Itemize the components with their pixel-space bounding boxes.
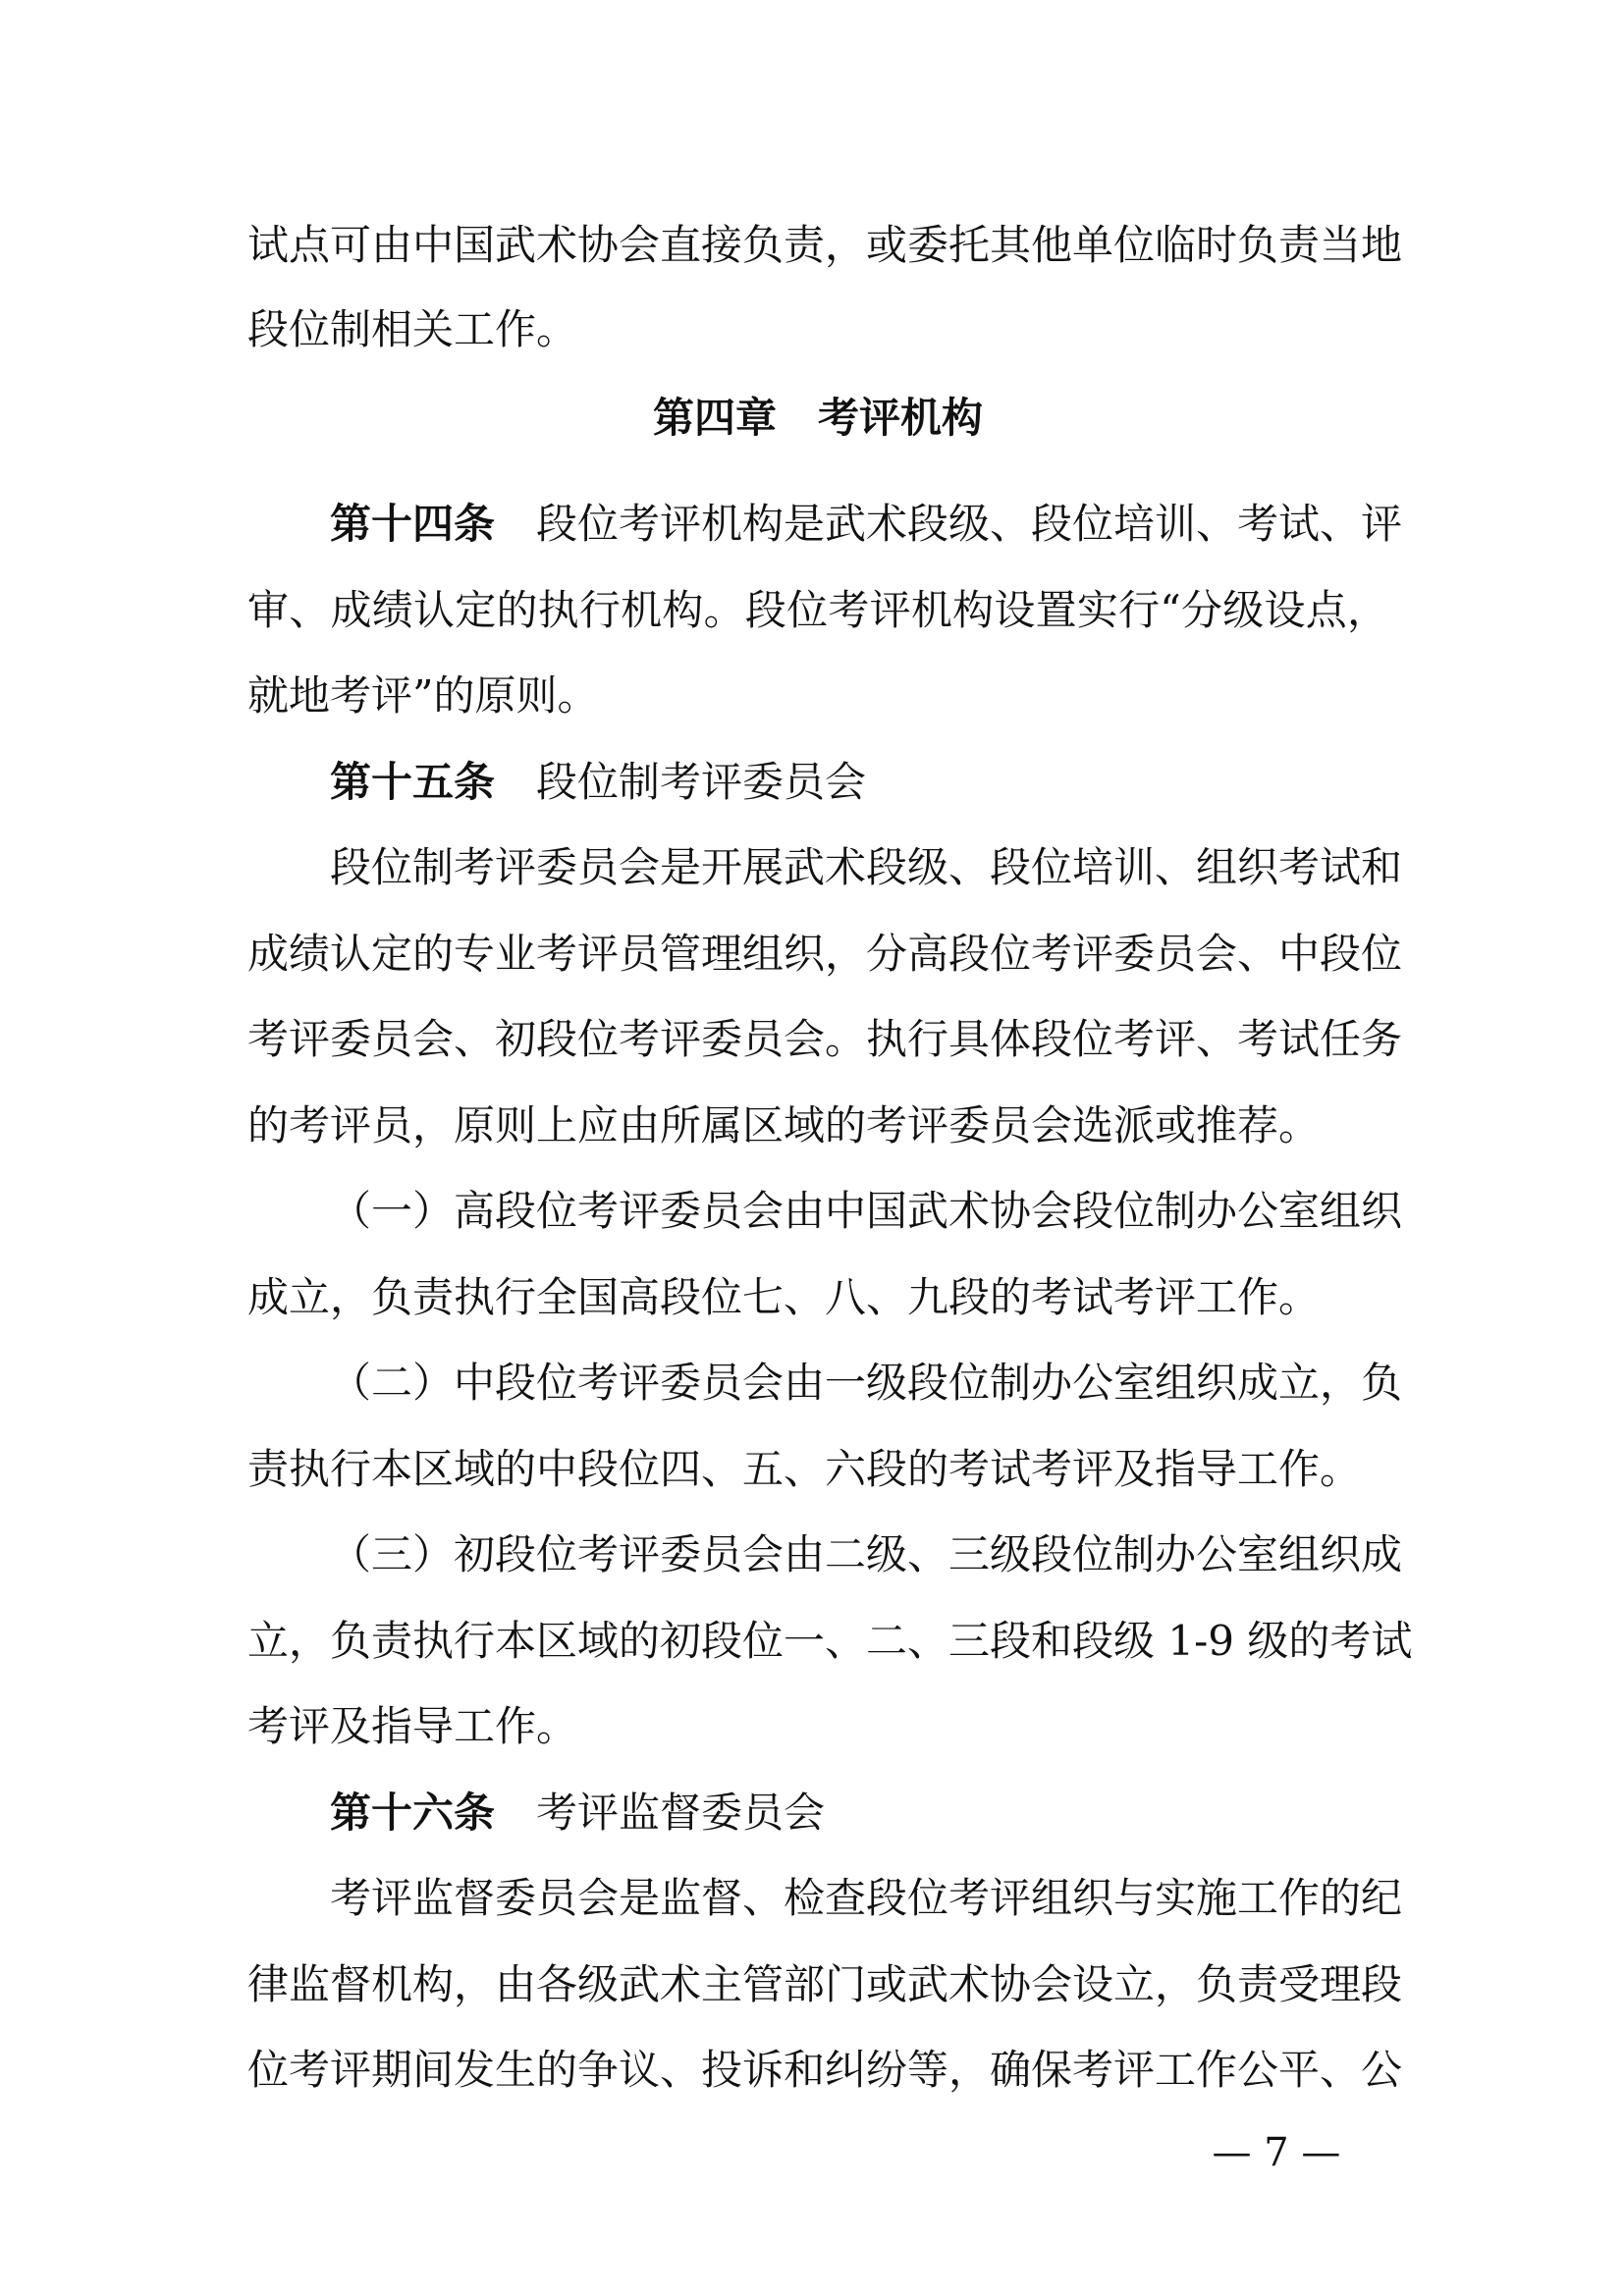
article-15-subtitle: 段位制考评委员会 [536,758,867,806]
paragraph-line: 位考评期间发生的争议、投诉和纠纷等，确保考评工作公平、公 [247,2046,1403,2094]
page-number: — 7 — [1212,2130,1341,2175]
paragraph-line: 考评监督委员会是监督、检查段位考评组织与实施工作的纪 [330,1874,1403,1922]
article-15-line [330,757,1388,808]
paragraph-line: 试点可由中国武术协会直接负责，或委托其他单位临时负责当地 [247,221,1403,269]
article-16-line [330,1788,1388,1839]
paragraph-line: 段位制考评委员会是开展武术段级、段位培训、组织考试和 [330,843,1403,891]
paragraph-line: 成立，负责执行全国高段位七、八、九段的考试考评工作。 [247,1273,1321,1321]
paragraph-line: 审、成绩认定的执行机构。段位考评机构设置实行“分级设点， [247,586,1388,634]
article-16-title: 第十六条 [330,1789,496,1837]
paragraph-line: 律监督机构，由各级武术主管部门或武术协会设立，负责受理段 [247,1960,1403,2008]
paragraph-line: （三）初段位考评委员会由二级、三级段位制办公室组织成 [330,1530,1403,1578]
article-15-title: 第十五条 [330,758,496,806]
paragraph-line: 的考评员，原则上应由所属区域的考评委员会选派或推荐。 [247,1101,1321,1149]
paragraph-line: 就地考评”的原则。 [247,671,599,720]
chapter-heading: 第四章 考评机构 [652,394,983,442]
paragraph-line: 段位制相关工作。 [247,305,578,353]
article-14-text: 段位考评机构是武术段级、段位培训、考试、评 [536,500,1403,548]
paragraph-line: （二）中段位考评委员会由一级段位制办公室组织成立，负 [330,1359,1403,1407]
article-14-title: 第十四条 [330,500,496,548]
paragraph-line: 立，负责执行本区域的初段位一、二、三段和段级 1-9 级的考试 [247,1617,1413,1665]
paragraph-line: 成绩认定的专业考评员管理组织，分高段位考评委员会、中段位 [247,930,1403,978]
paragraph-line: 责执行本区域的中段位四、五、六段的考试考评及指导工作。 [247,1445,1362,1493]
paragraph-line: 考评及指导工作。 [247,1702,578,1750]
article-16-subtitle: 考评监督委员会 [536,1789,826,1837]
article-14-line [330,499,1403,550]
paragraph-line: （一）高段位考评委员会由中国武术协会段位制办公室组织 [330,1187,1403,1235]
paragraph-line: 考评委员会、初段位考评委员会。执行具体段位考评、考试任务 [247,1015,1403,1063]
